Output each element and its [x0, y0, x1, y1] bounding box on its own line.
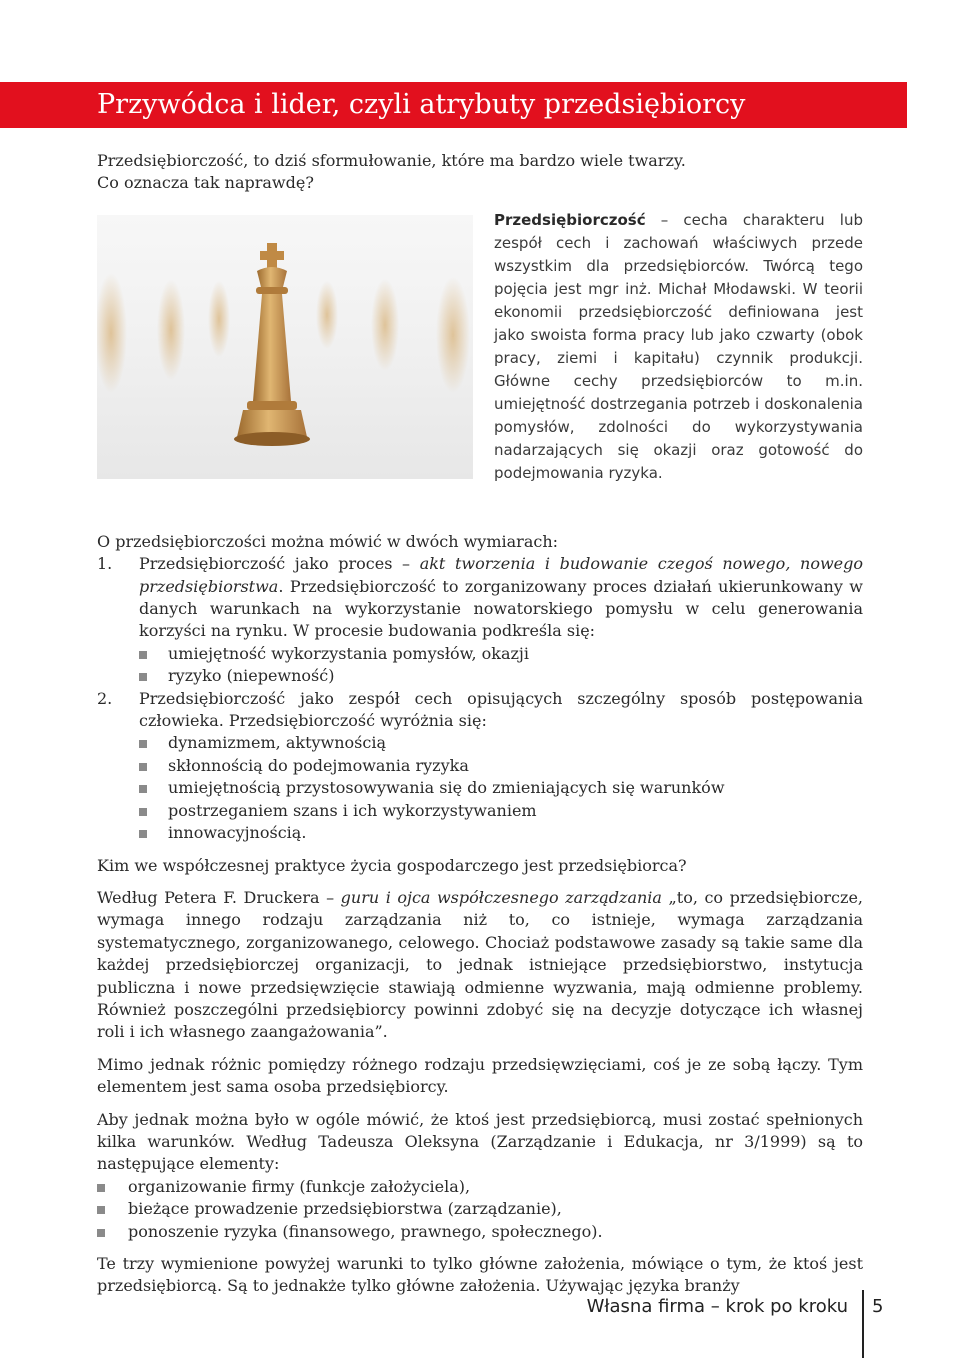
- drucker-quote: „to, co przedsiębiorcze, wymaga innego rodzaju zarządzania niż to, co istnieje, wymaga zarządzania systematycznego, zorganizowanego, celowego. Chociaż podstawowe zasady są takie same dla każdej przedsiębiorczej organizacji, to jednak istniejące przedsiębiorstwo, instytucja publiczna i nowe przedsięwzięcie stawiają odmienne wyzwania, mają odmienne problemy. Również poszczególni przedsiębiorcy powinni zdobyć się na decyzje dotyczące ich własnej roli i ich własnego zaangażowania”.: [97, 887, 864, 1042]
- definition-term: Przedsiębiorczość: [494, 210, 646, 229]
- list-item: organizowanie firmy (funkcje założyciela),: [97, 1176, 863, 1198]
- page-right-margin: [908, 0, 960, 1362]
- dimension-number: 1.: [97, 554, 113, 574]
- chess-king-image: [97, 215, 473, 479]
- intro-line-2: Co oznacza tak naprawdę?: [97, 173, 314, 193]
- list-item: skłonnością do podejmowania ryzyka: [139, 755, 863, 777]
- list-item: ryzyko (niepewność): [139, 665, 863, 687]
- list-item: bieżące prowadzenie przedsiębiorstwa (zarządzanie),: [97, 1198, 863, 1220]
- footer-title: Własna firma – krok po kroku: [586, 1296, 848, 1317]
- list-item: innowacyjnością.: [139, 822, 863, 844]
- drucker-italic: guru i ojca współczesnego zarządzania: [340, 887, 662, 907]
- closing-paragraph: Te trzy wymienione powyżej warunki to tylko główne założenia, mówiące o tym, że ktoś jest przedsiębiorcą. Są to jednakże tylko główne założenia. Używając języka branży: [97, 1254, 863, 1296]
- page-number: 5: [872, 1296, 884, 1317]
- conditions-list: [97, 1176, 863, 1243]
- definition-text: [494, 209, 863, 485]
- section-title: Przywódca i lider, czyli atrybuty przedsiębiorcy: [0, 82, 907, 128]
- dimension-1-bullets: [139, 643, 863, 688]
- intro-line-1: Przedsiębiorczość, to dziś sformułowanie, które ma bardzo wiele twarzy.: [97, 151, 686, 170]
- chess-pieces-illustration: [97, 215, 473, 479]
- dimension-1-italic: akt tworzenia i budowanie czegoś nowego, nowego przedsiębiorstwa: [139, 554, 864, 596]
- footer-divider: [862, 1290, 864, 1358]
- conditions-paragraph: Aby jednak można było w ogóle mówić, że ktoś jest przedsiębiorcą, musi zostać spełnionych kilka warunków. Według Tadeusza Oleksyna (Zarządzanie i Edukacja, nr 3/1999) są to następujące elementy:: [97, 1109, 863, 1174]
- page-footer: [0, 1296, 960, 1326]
- list-item: umiejętnością przystosowywania się do zmieniających się warunków: [139, 777, 863, 799]
- list-item: dynamizmem, aktywnością: [139, 732, 863, 754]
- drucker-paragraph: [97, 887, 863, 1044]
- dimension-number: 2.: [97, 688, 113, 708]
- dimension-item-1: [97, 553, 863, 687]
- dimensions-list: [97, 553, 863, 844]
- main-content: [97, 150, 863, 1298]
- dimension-1-lead: Przedsiębiorczość jako proces –: [139, 554, 420, 574]
- dimension-2-text: Przedsiębiorczość jako zespół cech opisujących szczególny sposób postępowania człowieka. Przedsiębiorczość wyróżnia się:: [139, 688, 863, 731]
- dimensions-intro: O przedsiębiorczości można mówić w dwóch wymiarach:: [97, 531, 559, 551]
- list-item: umiejętność wykorzystania pomysłów, okazji: [139, 643, 863, 665]
- common-paragraph: Mimo jednak różnic pomiędzy różnego rodzaju przedsięwzięciami, coś je ze sobą łączy. Tym elementem jest sama osoba przedsiębiorcy.: [97, 1054, 863, 1097]
- dimension-item-2: [97, 688, 863, 845]
- list-item: ponoszenie ryzyka (finansowego, prawnego, społecznego).: [97, 1221, 863, 1243]
- list-item: postrzeganiem szans i ich wykorzystywaniem: [139, 800, 863, 822]
- definition-body: – cecha charakteru lub zespół cech i zachowań właściwych przede wszystkim dla przedsiębiorców. Twórcą tego pojęcia jest mgr inż. Michał Młodawski. W teorii ekonomii przedsiębiorczość definiowana jest jako swoista forma pracy lub jako czwarty (obok pracy, ziemi i kapitału) czynnik produkcji. Główne cechy przedsiębiorców to m.in. umiejętność dostrzegania potrzeb i doskonalenia pomysłów, zdolności do wykorzystywania nadarzających się okazji oraz gotowość do podejmowania ryzyka.: [494, 210, 863, 482]
- drucker-lead: Według Petera F. Druckera –: [97, 887, 341, 907]
- intro-paragraph: [97, 150, 863, 195]
- question-paragraph: Kim we współczesnej praktyce życia gospodarczego jest przedsiębiorca?: [97, 855, 687, 875]
- definition-block: [97, 209, 863, 531]
- dimension-2-bullets: [139, 732, 863, 844]
- king-piece: [234, 243, 310, 446]
- dimension-1-text: . Przedsiębiorczość to zorganizowany proces działań ukierunkowany w danych warunkach na wykorzystanie nowatorskiego pomysłu w celu generowania korzyści na rynku. W procesie budowania podkreśla się:: [139, 576, 863, 641]
